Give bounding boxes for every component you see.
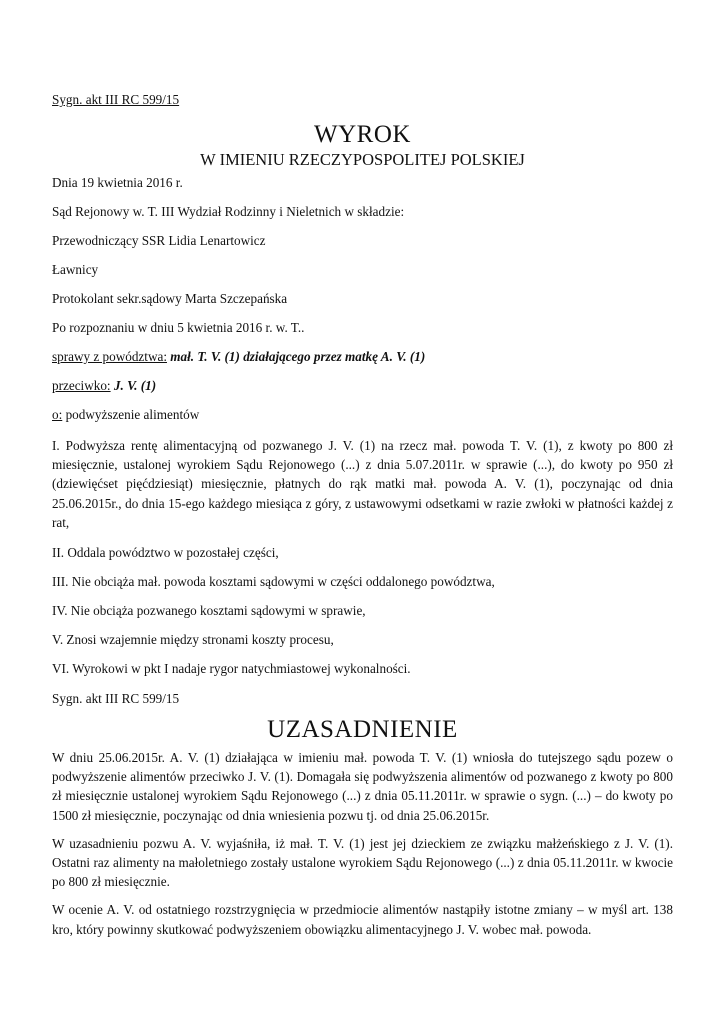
case-signature: Sygn. akt III RC 599/15 bbox=[52, 92, 180, 107]
presiding-judge: Przewodniczący SSR Lidia Lenartowicz bbox=[52, 233, 266, 248]
hearing-info: Po rozpoznaniu w dniu 5 kwietnia 2016 r. w. T.. bbox=[52, 320, 305, 335]
subject-value: podwyższenie alimentów bbox=[65, 407, 200, 422]
verdict-point-3: III. Nie obciąża mał. powoda kosztami sądowymi w części oddalonego powództwa, bbox=[52, 574, 495, 590]
document-subtitle: W IMIENIU RZECZYPOSPOLITEJ POLSKIEJ bbox=[200, 150, 525, 169]
verdict-point-5: V. Znosi wzajemnie między stronami koszty procesu, bbox=[52, 632, 334, 648]
defendant-label: przeciwko: bbox=[52, 378, 111, 393]
justification-paragraph: W uzasadnieniu pozwu A. V. wyjaśniła, iż mał. T. V. (1) jest jej dzieckiem ze związku małżeńskiego z J. V. (1). Ostatni raz alimenty na małoletniego zostały ustalone wyrokiem Sądu Rejonowego (...) z dnia 05.11.2011r. w kwocie po 800 zł miesięcznie. bbox=[52, 835, 673, 890]
lay-judges: Ławnicy bbox=[52, 262, 99, 277]
document-title: WYROK bbox=[314, 121, 411, 148]
claim-label: sprawy z powództwa: bbox=[52, 349, 167, 364]
justification-title: UZASADNIENIE bbox=[267, 716, 458, 744]
defendant-value: J. V. (1) bbox=[113, 378, 157, 393]
defendant-line bbox=[52, 377, 673, 395]
verdict-point-6: VI. Wyrokowi w pkt I nadaje rygor natychmiastowej wykonalności. bbox=[52, 661, 411, 677]
subject-label: o: bbox=[52, 407, 63, 422]
subject-line bbox=[52, 406, 673, 424]
claim-value: mał. T. V. (1) działającego przez matkę A. V. (1) bbox=[170, 349, 426, 364]
verdict-point-4: IV. Nie obciąża pozwanego kosztami sądowymi w sprawie, bbox=[52, 603, 366, 619]
court-clerk: Protokolant sekr.sądowy Marta Szczepańska bbox=[52, 291, 288, 306]
verdict-point-2: II. Oddala powództwo w pozostałej części, bbox=[52, 545, 279, 561]
verdict-point-1: I. Podwyższa rentę alimentacyjną od pozwanego J. V. (1) na rzecz mał. powoda T. V. (1), z kwoty po 800 zł miesięcznie, ustalonej wyrokiem Sądu Rejonowego (...) z dnia 5.07.2011r. w sprawie (...), do kwoty po 950 zł (dziewięćset pięćdziesiąt) miesięcznie, płatnych do rąk matki mał. powoda A. V. (1), poczynając od dnia 25.06.2015r., do dnia 15-ego każdego miesiąca z góry, z ustawowymi odsetkami w razie zwłoki w płatności każdej z rat, bbox=[52, 438, 673, 530]
justification-signature: Sygn. akt III RC 599/15 bbox=[52, 691, 180, 707]
justification-paragraph: W dniu 25.06.2015r. A. V. (1) działająca w imieniu mał. powoda T. V. (1) wniosła do tutejszego sądu pozew o podwyższenie alimentów przeciwko J. V. (1). Domagała się podwyższenia alimentów od pozwanego z kwoty po 800 zł miesięcznie ustalonej wyrokiem Sądu Rejonowego (...) z dnia 05.11.2011r. w sprawie o sygn. (...) – do kwoty po 1500 zł miesięcznie, poczynając od dnia wniesienia pozwu tj. od dnia 25.06.2015r. bbox=[52, 750, 673, 823]
court-composition: Sąd Rejonowy w. T. III Wydział Rodzinny i Nieletnich w składzie: bbox=[52, 204, 405, 219]
justification-paragraph: W ocenie A. V. od ostatniego rozstrzygnięcia w przedmiocie alimentów nastąpiły istotne zmiany – w myśl art. 138 kro, który powinny skutkować podwyższeniem obowiązku alimentacyjnego J. V. wobec mał. powoda. bbox=[52, 902, 673, 937]
claim-line bbox=[52, 348, 673, 366]
judgment-date: Dnia 19 kwietnia 2016 r. bbox=[52, 175, 183, 190]
